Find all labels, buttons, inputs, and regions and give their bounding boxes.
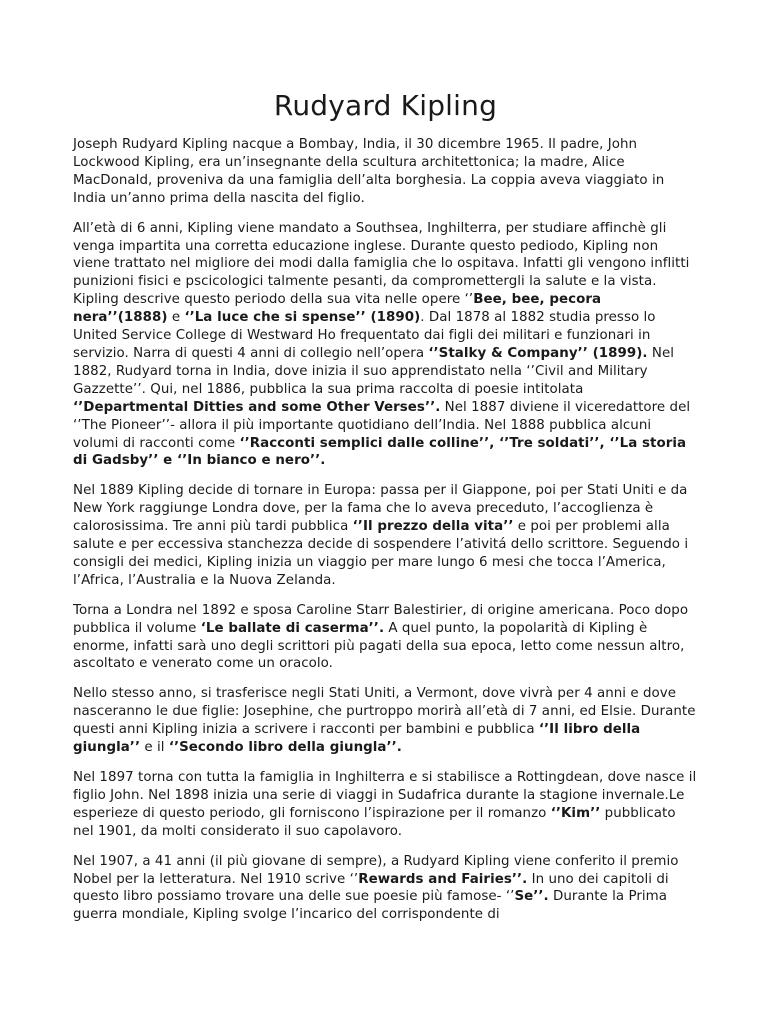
bold-title-run: Se’’.: [514, 889, 549, 905]
text-run: e poi per problemi alla salute e per eccessiva stanchezza decide di sospendere l’ativitá dello scrittore. Seguendo i consigli dei medici, Kipling inizia un viaggio per mare lungo 6 mesi che tocca l’America, l’Africa, l’Australia e la Nuova Zelanda.: [73, 519, 689, 588]
bold-title-run: ‘’La luce che si spense’’ (1890): [184, 310, 421, 326]
bold-title-run: ‘’Racconti semplici dalle colline’’, ‘’Tre soldati’’, ‘’La storia di Gadsby’’ e ‘’In bianco e nero’’.: [73, 435, 687, 469]
bold-title-run: ‘’Stalky & Company’’ (1899).: [428, 345, 648, 361]
text-run: Nel 1889 Kipling decide di tornare in Europa: passa per il Giappone, poi per Stati Uniti e da New York raggiunge Londra dove, per la fama che lo aveva preceduto, l’accoglienza è calorosissima. Tre anni più tardi pubblica: [73, 483, 688, 535]
paragraph-nobel: [73, 853, 698, 925]
bold-title-run: ‘’Il libro della giungla’’: [73, 722, 641, 756]
text-run: Durante la Prima guerra mondiale, Kipling svolge l’incarico del corrispondente di: [73, 889, 668, 923]
text-run: Nel 1907, a 41 anni (il più giovane di sempre), a Rudyard Kipling viene conferito il premio Nobel per la letteratura. Nel 1910 scrive ‘’: [73, 853, 679, 887]
text-run: pubblicato nel 1901, da molti considerato il suo capolavoro.: [73, 805, 676, 839]
bold-title-run: ‘’Secondo libro della giungla’’.: [168, 740, 402, 756]
paragraph-london-marriage: [73, 602, 698, 674]
text-run: A quel punto, la popolarità di Kipling è enorme, infatti sarà uno degli scrittori più pagati della sua epoca, letto come nessun altro, ascoltato e venerato come un oracolo.: [73, 620, 685, 672]
paragraph-return-europe: [73, 482, 698, 589]
bold-title-run: ‘Le ballate di caserma’’.: [200, 620, 385, 636]
text-run: Nel 1882, Rudyard torna in India, dove inizia il suo apprendistato nella ‘’Civil and Military Gazzette’’. Qui, nel 1886, pubblica la sua prima raccolta di poesie intitolata: [73, 345, 675, 397]
bold-title-run: ‘’Departmental Ditties and some Other Verses’’.: [73, 399, 441, 415]
paragraph-childhood: [73, 220, 698, 471]
text-run: Nel 1887 diviene il viceredattore del ‘’The Pioneer’’- allora il più importante quotidiano dell’India. Nel 1888 pubblica alcuni volumi di racconti come: [73, 399, 691, 451]
text-run: . Dal 1878 al 1882 studia presso lo United Service College di Westward Ho frequentato dai figli dei militari e funzionari in servizio. Narra di questi 4 anni di collegio nell’opera: [73, 310, 656, 361]
text-run: In uno dei capitoli di questo libro possiamo trovare una delle sue poesie più famose- ‘’: [73, 871, 669, 905]
document-page: [73, 0, 698, 924]
bold-title-run: Bee, bee, pecora nera’’(1888): [73, 292, 602, 326]
text-run: All’età di 6 anni, Kipling viene mandato a Southsea, Inghilterra, per studiare affinchè gli venga impartita una corretta educazione inglese. Durante questo pediodo, Kipling non viene trattato nel migliore dei modi dalla famiglia che lo ospitava. Infatti gli vengono inflitti punizioni fisici e pscicologici talmente pesanti, da compromettergli la salute e la vista. Kipling descrive questo periodo della sua vita nelle opere ‘’: [73, 220, 690, 308]
text-run: e: [167, 310, 185, 326]
document-body: [73, 136, 698, 924]
text-run: Torna a Londra nel 1892 e sposa Caroline Starr Balestirier, di origine americana. Poco dopo pubblica il volume: [73, 602, 689, 636]
text-run: e il: [140, 740, 169, 756]
paragraph-birth: [73, 136, 698, 208]
paragraph-vermont: [73, 685, 698, 757]
bold-title-run: ‘’Kim’’: [550, 805, 601, 821]
text-run: Joseph Rudyard Kipling nacque a Bombay, India, il 30 dicembre 1965. Il padre, John Lockwood Kipling, era un’insegnante della scultura architettonica; la madre, Alice MacDonald, proveniva da una famiglia dell’alta borghesia. La coppia aveva viaggiato in India un’anno prima della nascita del figlio.: [73, 137, 665, 206]
bold-title-run: Rewards and Fairies’’.: [358, 871, 528, 887]
paragraph-rottingdean: [73, 769, 698, 841]
document-title: Rudyard Kipling: [273, 89, 498, 122]
text-run: Nel 1897 torna con tutta la famiglia in Inghilterra e si stabilisce a Rottingdean, dove nasce il figlio John. Nel 1898 inizia una serie di viaggi in Sudafrica durante la stagione invernale.Le esperieze di questo periodo, gli forniscono l’ispirazione per il romanzo: [73, 770, 697, 821]
text-run: Nello stesso anno, si trasferisce negli Stati Uniti, a Vermont, dove vivrà per 4 anni e dove nasceranno le due figlie: Josephine, che purtroppo morirà all’età di 7 anni, ed Elsie. Durante questi anni Kipling inizia a scrivere i racconti per bambini e pubblica: [73, 686, 696, 738]
bold-title-run: ‘’Il prezzo della vita’’: [352, 519, 514, 535]
